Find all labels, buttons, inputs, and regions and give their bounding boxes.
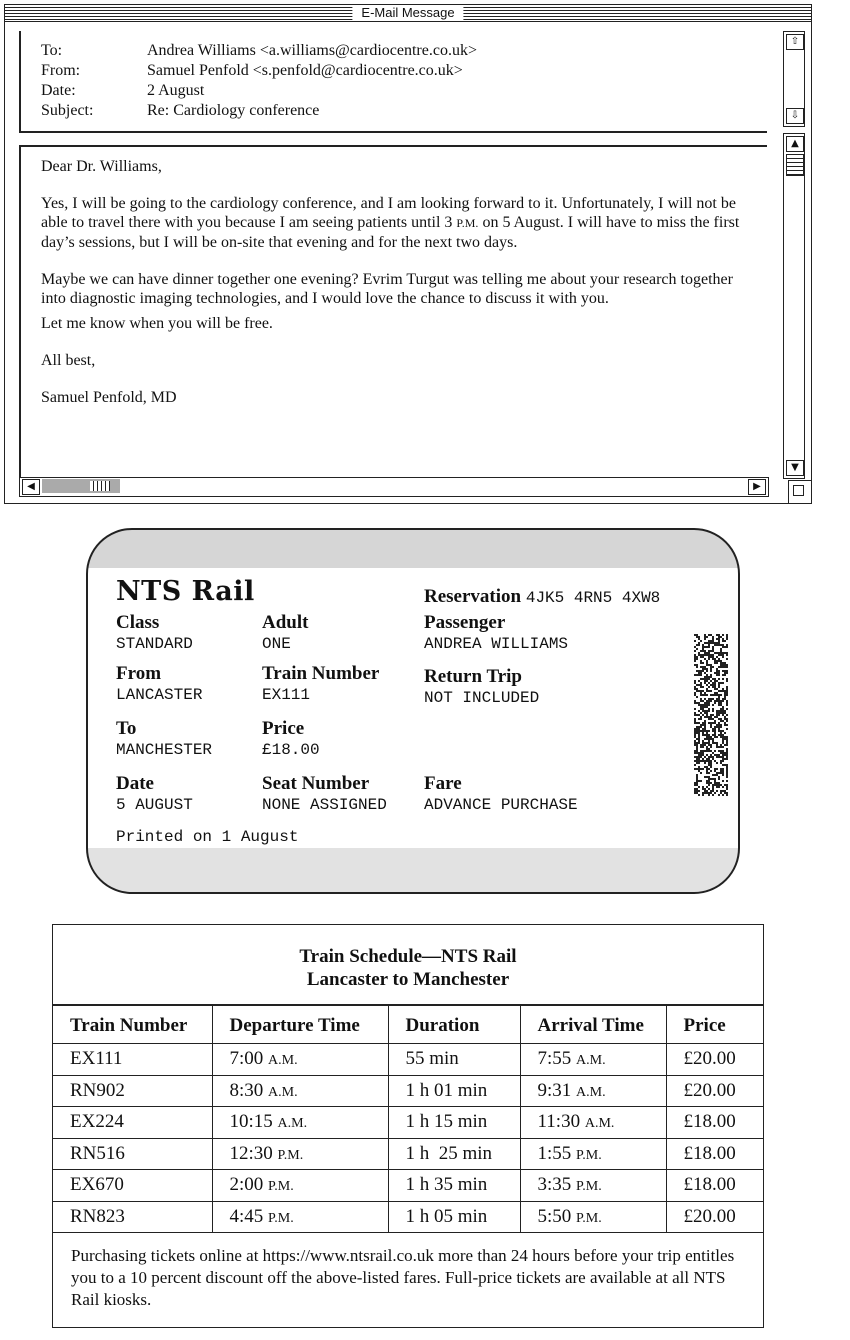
cell-departure-time: 7:00 A.M. — [212, 1044, 388, 1076]
cell-train-number: EX670 — [53, 1170, 212, 1202]
scroll-thumb[interactable] — [786, 154, 804, 176]
cell-arrival-time: 3:35 P.M. — [520, 1170, 666, 1202]
header-subject-row — [41, 101, 767, 121]
header-label: To: — [41, 42, 63, 59]
ticket-field-seat-number: Seat Number NONE ASSIGNED — [262, 773, 387, 814]
cell-duration: 1 h 01 min — [388, 1075, 520, 1107]
header-label: Subject: — [41, 102, 94, 119]
email-paragraph-3: Let me know when you will be free. — [41, 315, 273, 332]
cell-price: £20.00 — [666, 1044, 763, 1076]
cell-train-number: RN516 — [53, 1138, 212, 1170]
cell-duration: 1 h 35 min — [388, 1170, 520, 1202]
table-row — [53, 1170, 763, 1202]
header-to-row — [41, 41, 767, 61]
header-from-row — [41, 61, 767, 81]
cell-arrival-time: 5:50 P.M. — [520, 1201, 666, 1233]
schedule-note: Purchasing tickets online at https://www.ntsrail.co.uk more than 24 hours before your trip entitles you to a 10 percent discount off the above-listed fares. Full-price tickets are available at all NTS Rail kiosks. — [71, 1246, 735, 1309]
email-window — [4, 4, 812, 504]
body-scrollbar[interactable] — [783, 133, 805, 479]
email-closing: All best, — [41, 352, 96, 369]
ticket-field-class: Class STANDARD — [116, 612, 193, 653]
email-body-pane — [19, 145, 767, 479]
scroll-left-icon[interactable]: ◀ — [22, 479, 40, 495]
scroll-up-icon[interactable]: ⇧ — [786, 34, 804, 50]
header-value: Andrea Williams <a.williams@cardiocentre.co.uk> — [147, 42, 477, 59]
horizontal-scrollbar[interactable] — [19, 477, 769, 497]
email-paragraph-1: Yes, I will be going to the cardiology conference, and I am looking forward to it. Unfortunately, I will not be able to travel there with you because I am seeing patients until 3 P.M. on 5 August. I will have to miss the first day’s sessions, but I will be on-site that evening and for the next two days. — [41, 195, 740, 251]
cell-departure-time: 2:00 P.M. — [212, 1170, 388, 1202]
ticket-field-adult: Adult ONE — [262, 612, 309, 653]
cell-duration: 1 h 25 min — [388, 1138, 520, 1170]
window-title: E-Mail Message — [352, 5, 463, 21]
table-row — [53, 1201, 763, 1233]
scroll-right-icon[interactable]: ▶ — [748, 479, 766, 495]
window-titlebar[interactable] — [5, 5, 811, 22]
cell-duration: 55 min — [388, 1044, 520, 1076]
column-header: Arrival Time — [520, 1006, 666, 1044]
header-value: Samuel Penfold <s.penfold@cardiocentre.co.uk> — [147, 62, 463, 79]
email-signature: Samuel Penfold, MD — [41, 389, 177, 406]
email-header-pane — [19, 31, 767, 133]
cell-price: £18.00 — [666, 1107, 763, 1139]
column-header: Duration — [388, 1006, 520, 1044]
header-value: 2 August — [147, 82, 205, 99]
column-header: Departure Time — [212, 1006, 388, 1044]
header-label: From: — [41, 62, 81, 79]
table-row — [53, 1107, 763, 1139]
cell-price: £18.00 — [666, 1170, 763, 1202]
ticket-brand: NTS Rail — [116, 576, 255, 607]
schedule-table — [53, 1005, 763, 1233]
cell-duration: 1 h 05 min — [388, 1201, 520, 1233]
cell-departure-time: 10:15 A.M. — [212, 1107, 388, 1139]
table-row — [53, 1075, 763, 1107]
header-date-row — [41, 81, 767, 101]
ticket-field-passenger: Passenger ANDREA WILLIAMS — [424, 612, 569, 653]
cell-train-number: EX111 — [53, 1044, 212, 1076]
ticket-reservation: Reservation 4JK5 4RN5 4XW8 — [424, 586, 661, 607]
ticket-printed-date: Printed on 1 August — [116, 828, 299, 846]
email-greeting: Dear Dr. Williams, — [41, 158, 162, 175]
cell-duration: 1 h 15 min — [388, 1107, 520, 1139]
header-value: Re: Cardiology conference — [147, 102, 320, 119]
cell-price: £20.00 — [666, 1075, 763, 1107]
cell-departure-time: 4:45 P.M. — [212, 1201, 388, 1233]
cell-arrival-time: 9:31 A.M. — [520, 1075, 666, 1107]
scroll-down-icon[interactable]: ⇩ — [786, 108, 804, 124]
column-header: Price — [666, 1006, 763, 1044]
cell-departure-time: 8:30 A.M. — [212, 1075, 388, 1107]
ticket-barcode-icon — [694, 634, 728, 796]
train-schedule — [52, 924, 764, 1328]
cell-price: £18.00 — [666, 1138, 763, 1170]
cell-arrival-time: 1:55 P.M. — [520, 1138, 666, 1170]
table-row — [53, 1044, 763, 1076]
ticket-field-date: Date 5 AUGUST — [116, 773, 193, 814]
header-label: Date: — [41, 82, 76, 99]
ticket-field-from: From LANCASTER — [116, 663, 203, 704]
horizontal-scroll-thumb[interactable] — [90, 481, 110, 491]
ticket-field-train-number: Train Number EX111 — [262, 663, 380, 704]
cell-train-number: RN823 — [53, 1201, 212, 1233]
header-scrollbar[interactable] — [783, 31, 805, 127]
email-paragraph-2: Maybe we can have dinner together one evening? Evrim Turgut was telling me about your research together into diagnostic imaging technologies, and I would love the chance to discuss it with you. — [41, 271, 733, 307]
scroll-up-arrow-icon[interactable]: ▲ — [786, 136, 804, 152]
schedule-title: Train Schedule—NTS Rail Lancaster to Manchester — [53, 925, 763, 1005]
cell-arrival-time: 11:30 A.M. — [520, 1107, 666, 1139]
ticket-field-return-trip: Return Trip NOT INCLUDED — [424, 666, 540, 707]
cell-train-number: RN902 — [53, 1075, 212, 1107]
reservation-code: 4JK5 4RN5 4XW8 — [525, 589, 661, 607]
window-resize-icon[interactable] — [788, 480, 811, 503]
table-header-row — [53, 1006, 763, 1044]
cell-train-number: EX224 — [53, 1107, 212, 1139]
scroll-down-arrow-icon[interactable]: ▼ — [786, 460, 804, 476]
table-row — [53, 1138, 763, 1170]
train-ticket — [86, 528, 740, 894]
ticket-field-price: Price £18.00 — [262, 718, 320, 759]
ticket-field-to: To MANCHESTER — [116, 718, 213, 759]
cell-arrival-time: 7:55 A.M. — [520, 1044, 666, 1076]
column-header: Train Number — [53, 1006, 212, 1044]
cell-price: £20.00 — [666, 1201, 763, 1233]
ticket-field-fare: Fare ADVANCE PURCHASE — [424, 773, 578, 814]
cell-departure-time: 12:30 P.M. — [212, 1138, 388, 1170]
